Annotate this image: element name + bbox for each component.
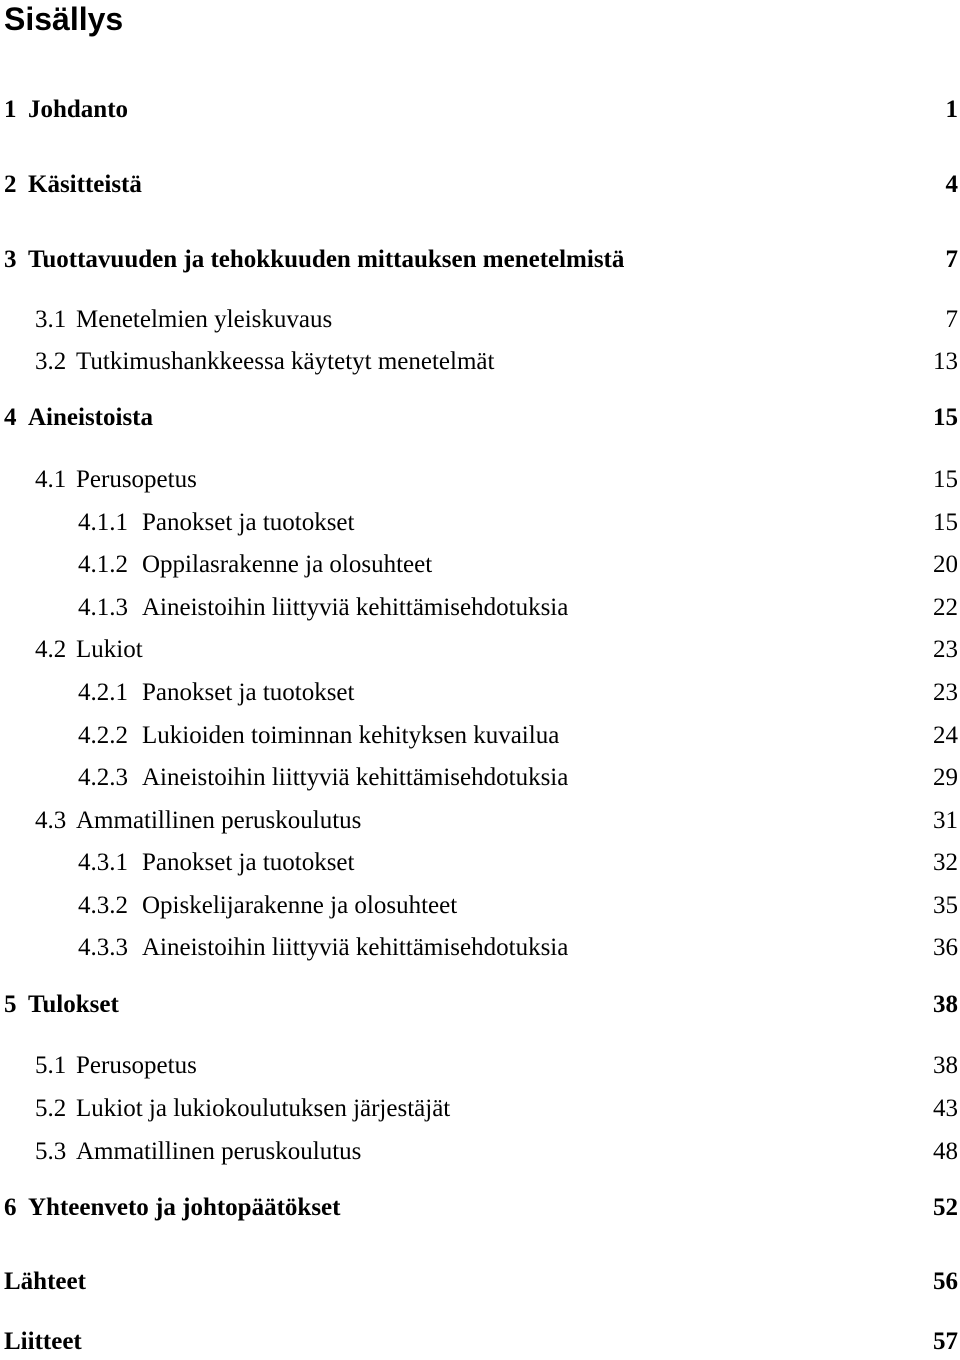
toc-entry-page: 1 — [945, 96, 958, 123]
toc-entry-number: 4.1 — [35, 466, 67, 493]
toc-entry-page: 22 — [933, 594, 958, 621]
toc-entry-label: Tutkimushankkeessa käytetyt menetelmät — [76, 348, 495, 375]
toc-entry-number: 4.2 — [35, 636, 67, 663]
toc-entry-page: 23 — [933, 679, 958, 706]
toc-entry-label: Aineistoihin liittyviä kehittämisehdotuksia — [142, 934, 569, 961]
toc-entry-page: 52 — [933, 1194, 958, 1221]
toc-entry-number: 4.1.3 — [78, 594, 128, 621]
toc-entry-4-3-1[interactable] — [0, 845, 960, 881]
toc-entry-label: Lukiot ja lukiokoulutuksen järjestäjät — [76, 1095, 451, 1122]
toc-entry-page: 38 — [933, 991, 958, 1018]
toc-entry-number: 4.1.2 — [78, 551, 128, 578]
toc-title: Sisällys — [4, 1, 124, 37]
toc-entry-4-2-3[interactable] — [0, 760, 960, 796]
toc-entry-5-3[interactable] — [0, 1134, 960, 1170]
toc-entry-number: 4.2.2 — [78, 722, 128, 749]
toc-entry-4-1-2[interactable] — [0, 547, 960, 583]
toc-entry-page: 7 — [945, 306, 958, 333]
toc-entry-3-2[interactable] — [0, 344, 960, 380]
toc-entry-number: 3 — [4, 246, 17, 273]
toc-entry-page: 7 — [945, 246, 958, 273]
toc-entry-page: 56 — [933, 1268, 958, 1295]
toc-entry-3[interactable] — [0, 242, 960, 278]
toc-entry-page: 32 — [933, 849, 958, 876]
toc-entry-4-3[interactable] — [0, 803, 960, 839]
toc-entry-page: 15 — [933, 509, 958, 536]
toc-entry-5[interactable] — [0, 987, 960, 1023]
toc-entry-4-2-2[interactable] — [0, 718, 960, 754]
toc-entry-label: Panokset ja tuotokset — [142, 509, 355, 536]
toc-entry-label: Ammatillinen peruskoulutus — [76, 807, 362, 834]
toc-entry-label: Panokset ja tuotokset — [142, 679, 355, 706]
toc-entry-page: 36 — [933, 934, 958, 961]
toc-entry-4[interactable] — [0, 400, 960, 436]
toc-entry-number: 5.1 — [35, 1052, 67, 1079]
toc-entry-label: Tuottavuuden ja tehokkuuden mittauksen menetelmistä — [28, 246, 625, 273]
toc-entry-page: 15 — [933, 466, 958, 493]
toc-entry-label: Tulokset — [28, 991, 119, 1018]
toc-entry-page: 31 — [933, 807, 958, 834]
toc-entry-number: 5 — [4, 991, 17, 1018]
toc-entry-label: Käsitteistä — [28, 171, 142, 198]
toc-entry-page: 35 — [933, 892, 958, 919]
toc-entry-4-3-2[interactable] — [0, 888, 960, 924]
toc-entry-1[interactable] — [0, 92, 960, 128]
toc-entry-number: 4.3 — [35, 807, 67, 834]
toc-entry-page: 23 — [933, 636, 958, 663]
toc-entry-number: 5.3 — [35, 1138, 67, 1165]
toc-entry-page: 48 — [933, 1138, 958, 1165]
toc-entry-page: 13 — [933, 348, 958, 375]
toc-entry-lahteet[interactable] — [0, 1264, 960, 1300]
toc-entry-page: 29 — [933, 764, 958, 791]
toc-entry-page: 38 — [933, 1052, 958, 1079]
toc-entry-number: 3.2 — [35, 348, 67, 375]
toc-entry-label: Liitteet — [4, 1328, 82, 1355]
toc-entry-label: Johdanto — [28, 96, 129, 123]
toc-entry-number: 4 — [4, 404, 17, 431]
toc-entry-number: 4.2.1 — [78, 679, 128, 706]
toc-entry-label: Aineistoihin liittyviä kehittämisehdotuksia — [142, 594, 569, 621]
toc-entry-6[interactable] — [0, 1190, 960, 1226]
toc-entry-page: 24 — [933, 722, 958, 749]
toc-entry-label: Lukioiden toiminnan kehityksen kuvailua — [142, 722, 560, 749]
toc-entry-label: Lukiot — [76, 636, 143, 663]
toc-entry-number: 3.1 — [35, 306, 67, 333]
toc-entry-label: Oppilasrakenne ja olosuhteet — [142, 551, 433, 578]
toc-entry-label: Lähteet — [4, 1268, 86, 1295]
toc-entry-number: 4.2.3 — [78, 764, 128, 791]
toc-entry-label: Ammatillinen peruskoulutus — [76, 1138, 362, 1165]
toc-entry-label: Opiskelijarakenne ja olosuhteet — [142, 892, 458, 919]
toc-entry-label: Perusopetus — [76, 1052, 197, 1079]
toc-entry-page: 4 — [945, 171, 958, 198]
toc-entry-liitteet[interactable] — [0, 1324, 960, 1360]
toc-entry-2[interactable] — [0, 167, 960, 203]
toc-entry-label: Aineistoista — [28, 404, 153, 431]
toc-entry-4-1-3[interactable] — [0, 590, 960, 626]
toc-entry-page: 57 — [933, 1328, 958, 1355]
toc-entry-number: 2 — [4, 171, 17, 198]
toc-entry-number: 5.2 — [35, 1095, 67, 1122]
toc-entry-number: 4.3.3 — [78, 934, 128, 961]
toc-entry-4-1-1[interactable] — [0, 505, 960, 541]
toc-entry-label: Panokset ja tuotokset — [142, 849, 355, 876]
toc-entry-number: 1 — [4, 96, 17, 123]
toc-entry-number: 4.3.2 — [78, 892, 128, 919]
toc-entry-number: 6 — [4, 1194, 17, 1221]
toc-entry-4-2[interactable] — [0, 632, 960, 668]
toc-entry-4-1[interactable] — [0, 462, 960, 498]
toc-entry-label: Yhteenveto ja johtopäätökset — [28, 1194, 341, 1221]
toc-entry-number: 4.1.1 — [78, 509, 128, 536]
toc-entry-label: Aineistoihin liittyviä kehittämisehdotuksia — [142, 764, 569, 791]
toc-entry-label: Perusopetus — [76, 466, 197, 493]
toc-entry-5-2[interactable] — [0, 1091, 960, 1127]
toc-entry-page: 43 — [933, 1095, 958, 1122]
toc-entry-4-2-1[interactable] — [0, 675, 960, 711]
toc-entry-5-1[interactable] — [0, 1048, 960, 1084]
toc-entry-page: 20 — [933, 551, 958, 578]
toc-entry-3-1[interactable] — [0, 302, 960, 338]
toc-entry-number: 4.3.1 — [78, 849, 128, 876]
toc-entry-page: 15 — [933, 404, 958, 431]
toc-entry-label: Menetelmien yleiskuvaus — [76, 306, 333, 333]
toc-entry-4-3-3[interactable] — [0, 930, 960, 966]
